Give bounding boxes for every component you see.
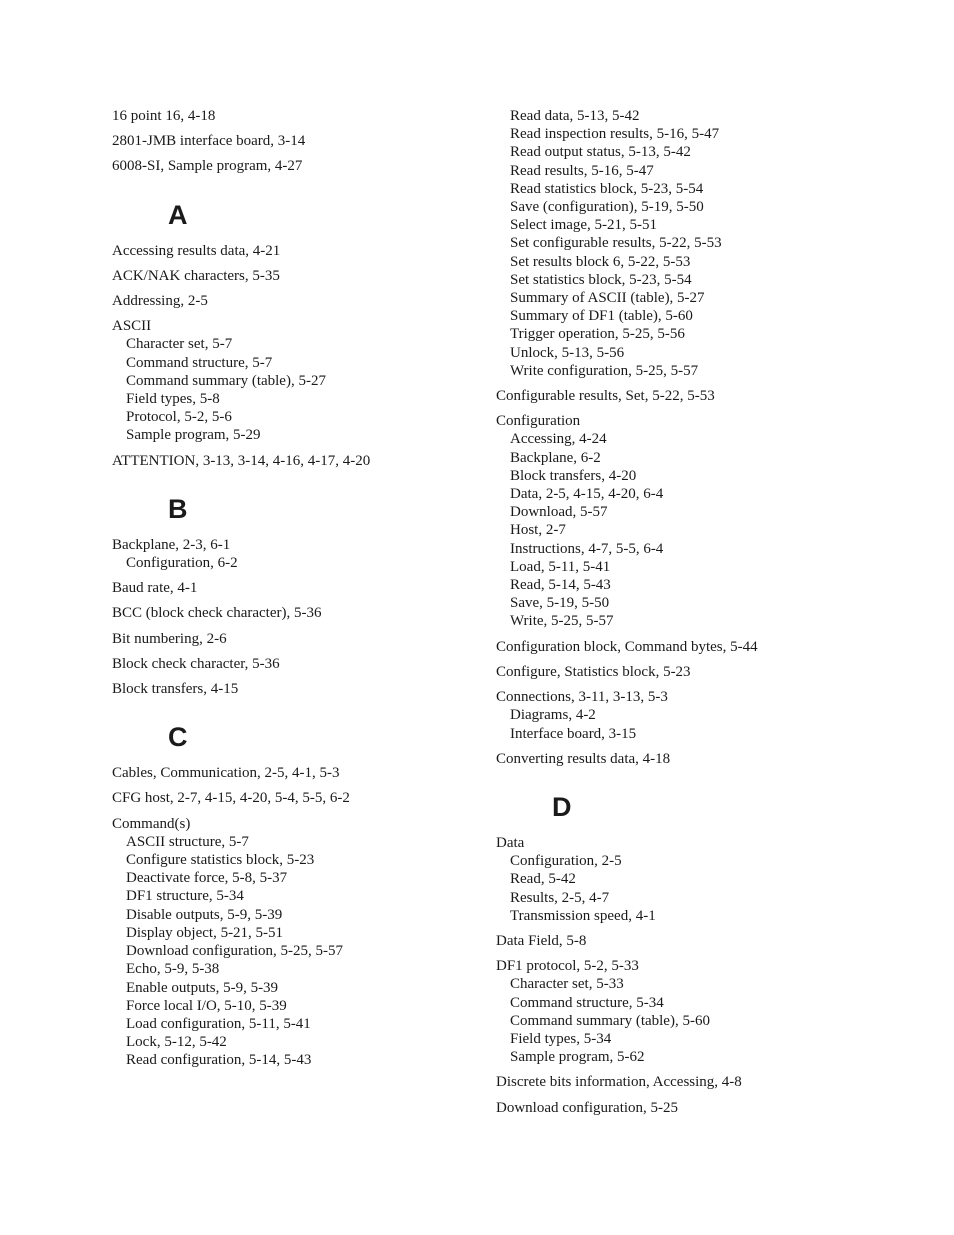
index-subentry: Display object, 5-21, 5-51 <box>126 924 284 941</box>
index-subentry: Command summary (table), 5-27 <box>126 372 326 389</box>
index-subentry: Command structure, 5-7 <box>126 354 273 371</box>
index-subentry: Configuration, 6-2 <box>126 555 238 572</box>
index-subentry: Save, 5-19, 5-50 <box>510 595 610 612</box>
index-subentry: Character set, 5-33 <box>510 976 624 993</box>
index-subentry: Read statistics block, 5-23, 5-54 <box>510 180 704 197</box>
index-entry <box>496 688 916 743</box>
index-entry <box>496 663 916 681</box>
index-entry-main: Configuration <box>496 413 581 430</box>
index-entry <box>112 764 472 782</box>
index-subentry: Echo, 5-9, 5-38 <box>126 961 220 978</box>
index-entry <box>496 834 916 925</box>
index-entry-main: Accessing results data, 4-21 <box>112 242 281 259</box>
index-entry <box>496 957 916 1066</box>
index-entry <box>112 579 472 597</box>
index-subentry: Save (configuration), 5-19, 5-50 <box>510 199 704 216</box>
index-entry-main: Converting results data, 4-18 <box>496 750 671 767</box>
index-entry <box>112 292 472 310</box>
index-entry <box>112 107 472 125</box>
index-entry <box>112 267 472 285</box>
index-entry-main: Block check character, 5-36 <box>112 655 280 672</box>
section-letter-d: D <box>552 791 572 822</box>
index-subentry: Read, 5-42 <box>510 871 576 888</box>
index-entry-main: Download configuration, 5-25 <box>496 1099 679 1116</box>
index-entry <box>112 655 472 673</box>
index-entry-main: Configurable results, Set, 5-22, 5-53 <box>496 388 715 405</box>
index-subentry: Block transfers, 4-20 <box>510 467 637 484</box>
index-entry <box>496 107 916 380</box>
index-subentry: ASCII structure, 5-7 <box>126 833 249 850</box>
index-subentry: Load configuration, 5-11, 5-41 <box>126 1015 311 1032</box>
index-subentry: Lock, 5-12, 5-42 <box>126 1034 227 1051</box>
index-subentry: Results, 2-5, 4-7 <box>510 889 610 906</box>
section-letter-b: B <box>168 493 188 524</box>
index-subentry: Host, 2-7 <box>510 522 566 539</box>
index-entry-main: Block transfers, 4-15 <box>112 681 239 698</box>
index-subentry: Read results, 5-16, 5-47 <box>510 162 654 179</box>
index-subentry: Write configuration, 5-25, 5-57 <box>510 362 699 379</box>
index-entry <box>112 317 472 444</box>
index-subentry: Field types, 5-34 <box>510 1030 612 1047</box>
index-entry-main: 2801-JMB interface board, 3-14 <box>112 133 306 150</box>
index-subentry: Configure statistics block, 5-23 <box>126 852 315 869</box>
index-entry <box>112 815 472 1070</box>
index-subentry: Command structure, 5-34 <box>510 994 664 1011</box>
index-entry <box>496 387 916 405</box>
index-subentry: Set configurable results, 5-22, 5-53 <box>510 235 722 252</box>
index-subentry: Read data, 5-13, 5-42 <box>510 108 640 124</box>
index-entry-main: Bit numbering, 2-6 <box>112 630 227 647</box>
index-entry <box>496 1099 916 1117</box>
index-column-left <box>112 107 472 1077</box>
index-entry <box>496 638 916 656</box>
index-subentry: Read configuration, 5-14, 5-43 <box>126 1052 312 1069</box>
index-subentry: Read output status, 5-13, 5-42 <box>510 144 691 161</box>
index-subentry: Protocol, 5-2, 5-6 <box>126 409 232 426</box>
index-subentry: Read inspection results, 5-16, 5-47 <box>510 126 720 143</box>
index-entry <box>112 630 472 648</box>
index-subentry: Accessing, 4-24 <box>510 431 607 448</box>
index-entry <box>112 536 472 572</box>
index-entry-main: CFG host, 2-7, 4-15, 4-20, 5-4, 5-5, 6-2 <box>112 790 350 807</box>
index-subentry: Enable outputs, 5-9, 5-39 <box>126 979 279 996</box>
index-subentry: Download, 5-57 <box>510 504 608 521</box>
index-subentry: Deactivate force, 5-8, 5-37 <box>126 870 288 887</box>
index-subentry: Load, 5-11, 5-41 <box>510 558 611 575</box>
index-subentry: Diagrams, 4-2 <box>510 707 596 724</box>
index-subentry: Backplane, 6-2 <box>510 449 601 466</box>
index-entry <box>112 132 472 150</box>
index-entry-main: Connections, 3-11, 3-13, 5-3 <box>496 689 668 706</box>
index-entry <box>496 412 916 630</box>
index-entry <box>112 680 472 698</box>
index-entry-main: Data Field, 5-8 <box>496 932 587 949</box>
index-subentry: Transmission speed, 4-1 <box>510 907 656 924</box>
index-entry <box>112 242 472 260</box>
index-subentry: Unlock, 5-13, 5-56 <box>510 344 625 361</box>
index-entry-main: Data <box>496 834 525 851</box>
index-subentry: Data, 2-5, 4-15, 4-20, 6-4 <box>510 486 664 503</box>
section-letter-c: C <box>168 722 188 753</box>
index-column-right <box>496 107 916 1124</box>
index-subentry: DF1 structure, 5-34 <box>126 888 244 905</box>
index-subentry: Sample program, 5-29 <box>126 427 261 444</box>
index-entry <box>496 1073 916 1091</box>
index-entry-main: Command(s) <box>112 815 191 832</box>
index-subentry: Interface board, 3-15 <box>510 725 637 742</box>
index-entry-main: ACK/NAK characters, 5-35 <box>112 267 280 284</box>
index-entry-main: Backplane, 2-3, 6-1 <box>112 536 231 553</box>
index-subentry: Summary of ASCII (table), 5-27 <box>510 290 705 307</box>
index-entry-main: Cables, Communication, 2-5, 4-1, 5-3 <box>112 765 340 782</box>
index-entry-main: Configuration block, Command bytes, 5-44 <box>496 638 758 655</box>
index-entry-main: 6008-SI, Sample program, 4-27 <box>112 158 303 175</box>
index-entry-main: ATTENTION, 3-13, 3-14, 4-16, 4-17, 4-20 <box>112 452 371 469</box>
index-entry-main: DF1 protocol, 5-2, 5-33 <box>496 958 639 975</box>
index-entry-main: Addressing, 2-5 <box>112 293 208 310</box>
index-subentry: Disable outputs, 5-9, 5-39 <box>126 906 283 923</box>
index-entry-main: BCC (block check character), 5-36 <box>112 605 322 622</box>
index-entry <box>496 932 916 950</box>
index-entry-main: Configure, Statistics block, 5-23 <box>496 663 691 680</box>
index-subentry: Force local I/O, 5-10, 5-39 <box>126 997 287 1014</box>
section-letter-a: A <box>168 199 188 230</box>
index-entry <box>112 604 472 622</box>
index-subentry: Configuration, 2-5 <box>510 853 622 870</box>
index-subentry: Set statistics block, 5-23, 5-54 <box>510 271 692 288</box>
index-entry <box>112 789 472 807</box>
index-subentry: Sample program, 5-62 <box>510 1049 645 1066</box>
index-entry-main: 16 point 16, 4-18 <box>112 108 216 124</box>
index-subentry: Select image, 5-21, 5-51 <box>510 217 658 234</box>
index-entry <box>496 750 916 768</box>
index-entry <box>112 157 472 175</box>
index-entry <box>112 452 472 470</box>
index-subentry: Field types, 5-8 <box>126 391 220 408</box>
index-subentry: Write, 5-25, 5-57 <box>510 613 614 630</box>
index-entry-main: Baud rate, 4-1 <box>112 580 198 597</box>
index-subentry: Set results block 6, 5-22, 5-53 <box>510 253 691 270</box>
index-subentry: Command summary (table), 5-60 <box>510 1012 710 1029</box>
index-entry-main: Discrete bits information, Accessing, 4-8 <box>496 1074 742 1091</box>
index-subentry: Summary of DF1 (table), 5-60 <box>510 308 693 325</box>
index-subentry: Read, 5-14, 5-43 <box>510 577 611 594</box>
index-subentry: Trigger operation, 5-25, 5-56 <box>510 326 685 343</box>
index-subentry: Character set, 5-7 <box>126 336 233 353</box>
index-entry-main: ASCII <box>112 318 152 335</box>
index-subentry: Instructions, 4-7, 5-5, 6-4 <box>510 540 664 557</box>
index-subentry: Download configuration, 5-25, 5-57 <box>126 943 344 960</box>
